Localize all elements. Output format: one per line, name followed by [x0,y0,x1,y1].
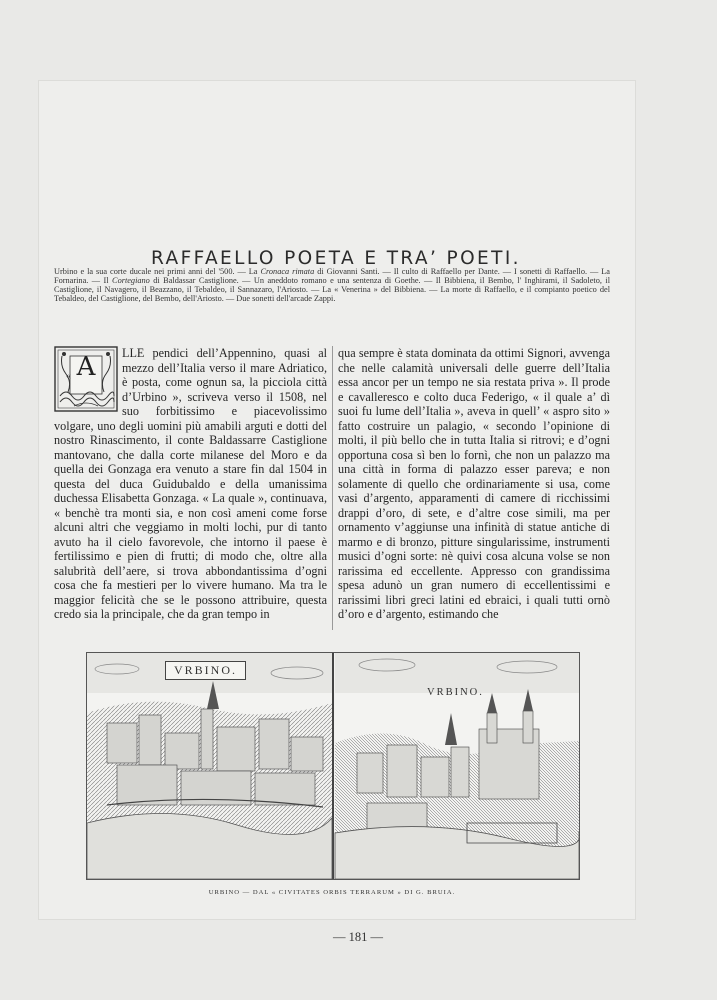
engraving-label-right: VRBINO. [427,687,484,698]
city-engraving-icon [86,652,580,880]
figure-caption: URBINO — DAL « CIVITATES ORBIS TERRARUM » DI G. BRUIA. [208,889,456,896]
body-text-left: LLE pendici dell’Appennino, quasi al mezzo dell’Italia verso il mare Adriatico, è posta, come ognun sa, la picciola città d’Urbino », scriveva verso il 1508, nel suo forbitissimo e piacevolissimo volgare, uno degli uomini più amabili arguti e dotti del nostro Rinascimento, il conte Baldassarre Castiglione mantovano, che dalla corte milanese del Moro e da quella dei Gonzaga era venuto a stare fin dal 1504 in questa del duca Guidubaldo e della umanissima duchessa Elisabetta Gonzaga. « La quale », continuava, « benchè tra monti sia, e non così ameni come forse alcuni altri che veggiamo in molti lochi, pur di tanto avuto ha il cielo favorevole, che intorno il paese è fertilissimo e pien di frutti; di modo che, oltre alla salubrità dell’aere, si trova abbondantissima d’ogni cosa che fa mestieri per lo vivere humano. Ma tra le maggior felicità che se le possono attribuire, questa credo sia la principale, che da gran tempo in [54,346,327,621]
engraving-illustration [87,653,579,879]
summary-title-cronaca: Cronaca rimata [260,267,315,276]
page-number: — 181 — [333,930,383,944]
summary-title-cortegiano: Cortegiano [112,275,150,285]
dropcap-quote-mark: « [66,371,71,382]
column-divider [332,346,333,630]
engraving-label-left: VRBINO. [165,661,246,680]
summary-part-c: di Giovanni Santi. — Il culto di Raffaello per Dante. — I sonetti di Raffaello. — La Fornarina. — Il [54,267,610,285]
text-column-right [338,346,610,622]
dropcap-ornament-icon [54,346,118,412]
summary-part-a: Urbino e la sua corte ducale nei primi anni del '500. — La [54,267,261,276]
text-column-left [54,346,327,622]
summary-part-e: di Baldassar Castiglione. — Un aneddoto romano e una sentenza di Goethe. — Il Bibbiena, il Bembo, l' Inghirami, il Sadoleto, il Castiglione, il Navagero, il Beazzano, il Tebaldeo, il Sannazaro, l'Ariosto. — La « Venerina » del Bibbiena. — La morte di Raffaello, e il compianto poetico del Tebaldeo, del Castiglione, del Bembo, dell'Ariosto. — Due sonetti dell'arcade Zappi. [54,275,610,303]
body-text-right: qua sempre è stata dominata da ottimi Signori, avvenga che nelle calamità universali delle guerre dell’Italia essa ancor per un tempo ne sia restata priva ». Il prode e cavalleresco e colto duca Federigo, « il quale a’ dì suoi fu lume dell’Italia », aveva in quell’ « aspro sito » fatto costruire un palagio, « secondo l’opinione di molti, il più bello che in tutta Italia si ritrovi; e d’ogni opportuna cosa sì ben lo fornì, che non un palazzo ma una città in forma di palazzo esser pareva; e non solamente di quello che ordinariamente si usa, come vasi d’argento, apparamenti di camere di ricchissimi drappi d’oro, di sete, e d’altre cose simili, ma per ornamento v’aggiunse una infinità di statue antiche di marmo e di bronzo, pitture singularissime, instrumenti musici d’ogni sorte: nè quivi cosa alcuna volse se non rarissima ed eccellente. Appresso con grandissima spesa adunò un gran numero di eccellentissimi e rarissimi libri greci latini ed ebraici, i quali tutti ornò d’oro e d’argento, estimando che [338,346,610,621]
article-title: RAFFAELLO POETA E TRA’ POETI. [151,248,521,270]
dropcap-letter: A [76,352,96,382]
chapter-summary [54,268,610,304]
